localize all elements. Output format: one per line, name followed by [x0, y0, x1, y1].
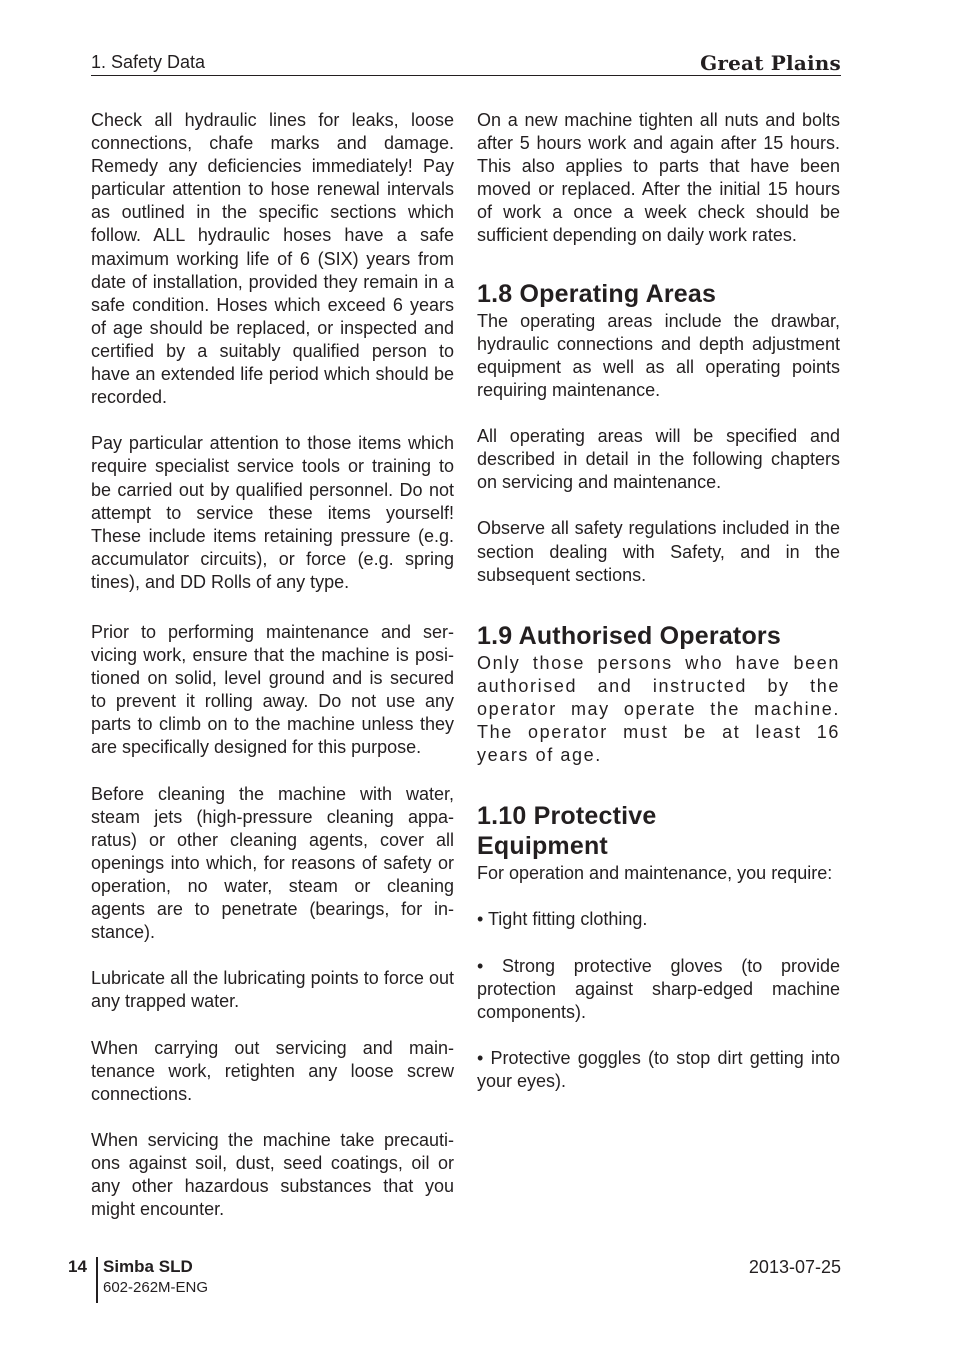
footer-date: 2013-07-25 — [748, 1257, 841, 1277]
list-item-goggles: • Protective goggles (to stop dirt getting into your eyes). — [477, 1047, 840, 1091]
paragraph-retighten: When carrying out servicing and maintenance work, retighten any loose screw connections. — [91, 1037, 454, 1104]
paragraph-operating-areas-3: Observe all safety regulations included in the section dealing with Safety, and in the subsequent sections. — [477, 518, 840, 585]
paragraph-authorised-operators: Only those persons who have been authorised and instructed by the operator may operate the machine. The operator must be at least 16 years of age. — [477, 652, 840, 766]
footer-divider — [96, 1257, 98, 1303]
heading-protective-line1: 1.10 Protective — [477, 802, 657, 831]
paragraph-operating-areas-2: All operating areas will be specified and described in detail in the following chapters on servicing and maintenance. — [477, 426, 840, 493]
paragraph-protective-intro: For operation and maintenance, you require: — [477, 863, 833, 884]
paragraph-tighten-bolts: On a new machine tighten all nuts and bolts after 5 hours work and again after 15 hours. This also applies to parts that have been moved or replaced. After the initial 15 hours of work a once a week check should be sufficient depending on daily work rates. — [477, 110, 840, 246]
heading-protective-line2: Equipment — [477, 832, 608, 861]
left-column — [91, 109, 454, 1221]
brand-logo: Great Plains — [700, 51, 841, 75]
paragraph-prior-maintenance: Prior to performing maintenance and servicing work, ensure that the machine is positioned on solid, level ground and is secured to prevent it rolling away. Do not use any parts to climb on to the machine unless they are specifically designed for this purpose. — [91, 621, 454, 758]
list-item-gloves: • Strong protective gloves (to provide protection against sharp-edged machine components). — [477, 955, 840, 1022]
paragraph-specialist-items: Pay particular attention to those items which require specialist service tools or training to be carried out by qualified personnel. Do not attempt to service these items yourself! These include items retaining pressure (e.g. accumulator circuits), or force (e.g. spring tines), and DD Rolls of any type. — [91, 433, 454, 592]
heading-operating-areas: 1.8 Operating Areas — [477, 279, 717, 308]
paragraph-precautions: When servicing the machine take precautions against soil, dust, seed coatings, oil or any other hazardous substances that you might encounter. — [91, 1130, 454, 1220]
paragraph-cleaning: Before cleaning the machine with water, steam jets (high-pressure cleaning apparatus) or other cleaning agents, cover all openings into which, for reasons of safety or operation, no water, steam or cleaning agents are to penetrate (bearings, for instance). — [91, 783, 454, 943]
paragraph-operating-areas-1: The operating areas include the drawbar, hydraulic connections and depth adjustment equipment as well as all operating points requiring maintenance. — [477, 310, 840, 400]
footer-model-name: Simba SLD — [103, 1257, 193, 1276]
footer-doc-number: 602-262M-ENG — [103, 1279, 209, 1296]
heading-protective-equipment — [477, 801, 840, 861]
right-column — [477, 109, 840, 1093]
list-item-clothing: • Tight fitting clothing. — [477, 909, 648, 930]
header-divider — [91, 75, 841, 76]
heading-authorised-operators: 1.9 Authorised Operators — [477, 621, 781, 650]
paragraph-lubricate: Lubricate all the lubricating points to force out any trapped water. — [91, 968, 454, 1012]
page-number: 14 — [68, 1257, 87, 1276]
header-section-title: 1. Safety Data — [91, 52, 206, 72]
paragraph-hydraulic-lines: Check all hydraulic lines for leaks, loose connections, chafe marks and damage. Remedy any deficiencies immediately! Pay particular attention to hose renewal intervals as outlined in the specific sections which follow. ALL hydraulic hoses have a safe maximum working life of 6 (SIX) years from date of installation, provided they remain in a safe condition. Hoses which exceed 6 years of age should be replaced, or inspected and certified by a suitably qualified person to have an extended life period which should be recorded. — [91, 110, 454, 408]
